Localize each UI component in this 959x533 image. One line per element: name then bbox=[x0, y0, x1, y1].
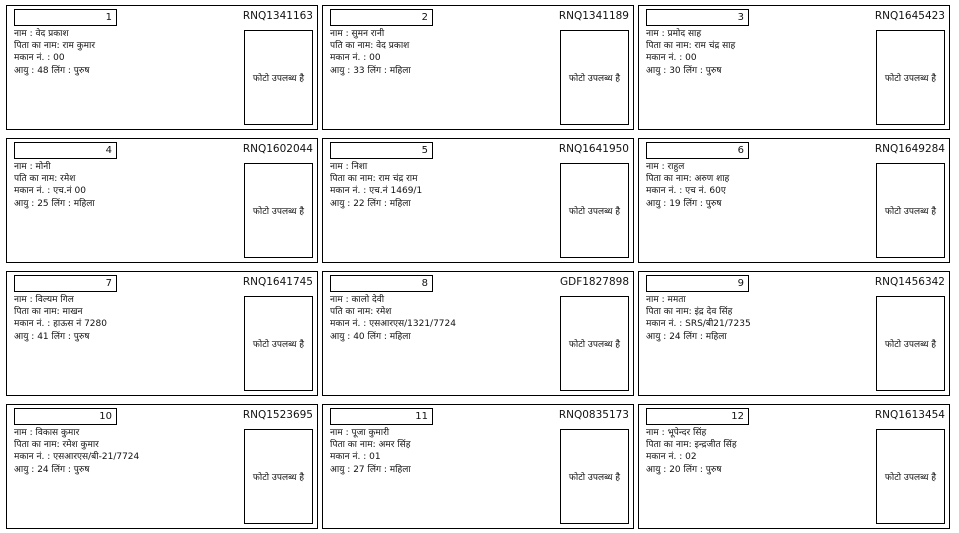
house-number: 00 bbox=[685, 53, 697, 64]
name-line: नाम : ममता bbox=[646, 295, 686, 305]
gender-label: लिंग bbox=[683, 198, 698, 209]
age-value: 19 bbox=[669, 198, 681, 209]
house-number: 02 bbox=[685, 452, 697, 463]
gender-value: महिला bbox=[389, 331, 411, 342]
relation-line: पिता का नाम: राम कुमार bbox=[14, 41, 96, 52]
epic-number: RNQ1645423 bbox=[874, 10, 945, 22]
epic-number: RNQ1649284 bbox=[874, 143, 945, 155]
serial-number: 3 bbox=[646, 9, 749, 26]
house-line: मकान नं. : 01 bbox=[330, 452, 381, 463]
relation-label: पिता का नाम bbox=[14, 307, 57, 318]
relation-label: पति का नाम bbox=[330, 41, 371, 52]
relation-label: पति का नाम bbox=[14, 174, 55, 185]
name-label: नाम bbox=[14, 29, 27, 39]
house-line: मकान नं. : एच.नं 00 bbox=[14, 186, 86, 197]
epic-number: GDF1827898 bbox=[559, 276, 629, 288]
voter-name: भूपेन्दर सिंह bbox=[667, 428, 707, 438]
age-label: आयु bbox=[646, 65, 661, 76]
photo-box: फोटो उपलब्ध है bbox=[876, 429, 945, 524]
age-value: 41 bbox=[37, 331, 49, 342]
voter-card bbox=[6, 271, 318, 396]
gender-label: लिंग bbox=[51, 464, 66, 475]
epic-number: RNQ1456342 bbox=[874, 276, 945, 288]
age-gender-line: आयु : 22 लिंग : महिला bbox=[330, 198, 411, 209]
voter-card bbox=[638, 271, 950, 396]
age-gender-line: आयु : 30 लिंग : पुरुष bbox=[646, 65, 722, 76]
gender-label: लिंग bbox=[367, 198, 382, 209]
photo-box: फोटो उपलब्ध है bbox=[244, 429, 313, 524]
name-label: नाम bbox=[14, 428, 27, 438]
name-label: नाम bbox=[646, 295, 659, 305]
serial-number: 6 bbox=[646, 142, 749, 159]
name-line: नाम : प्रमोद साह bbox=[646, 29, 702, 39]
house-line: मकान नं. : SRS/बी21/7235 bbox=[646, 319, 751, 330]
gender-label: लिंग bbox=[51, 331, 66, 342]
voter-name: राहुल bbox=[667, 162, 685, 172]
serial-number: 9 bbox=[646, 275, 749, 292]
house-number: एच नं. 60ए bbox=[685, 186, 726, 197]
voter-name: ममता bbox=[667, 295, 686, 305]
voter-details bbox=[14, 161, 239, 210]
relation-line: पति का नाम: वेद प्रकाश bbox=[330, 41, 410, 52]
relation-name: रमेश bbox=[376, 307, 392, 318]
age-label: आयु bbox=[646, 198, 661, 209]
relation-line: पति का नाम: रमेश bbox=[330, 307, 392, 318]
voter-card bbox=[322, 5, 634, 130]
age-gender-line: आयु : 48 लिंग : पुरुष bbox=[14, 65, 90, 76]
name-label: नाम bbox=[330, 295, 343, 305]
name-line: नाम : भूपेन्दर सिंह bbox=[646, 428, 707, 438]
voter-details bbox=[330, 427, 555, 476]
gender-label: लिंग bbox=[683, 464, 698, 475]
relation-name: वेद प्रकाश bbox=[376, 41, 410, 52]
voter-name: सुमन रानी bbox=[351, 29, 385, 39]
house-number: एसआरएस/बी-21/7724 bbox=[53, 452, 140, 463]
voter-name: विल्यम गिल bbox=[35, 295, 74, 305]
name-line: नाम : विकास कुमार bbox=[14, 428, 80, 438]
photo-box: फोटो उपलब्ध है bbox=[560, 429, 629, 524]
relation-line: पिता का नाम: इन्द्रजीत सिंह bbox=[646, 440, 737, 451]
name-line: नाम : सुमन रानी bbox=[330, 29, 385, 39]
epic-number: RNQ1523695 bbox=[242, 409, 313, 421]
age-label: आयु bbox=[14, 331, 29, 342]
house-line: मकान नं. : एच.नं 1469/1 bbox=[330, 186, 423, 197]
gender-label: लिंग bbox=[683, 65, 698, 76]
relation-label: पिता का नाम bbox=[646, 307, 689, 318]
age-label: आयु bbox=[646, 331, 661, 342]
voter-details bbox=[14, 427, 239, 476]
relation-label: पिता का नाम bbox=[330, 174, 373, 185]
serial-number: 2 bbox=[330, 9, 433, 26]
name-label: नाम bbox=[646, 428, 659, 438]
house-number: हाऊस नं 7280 bbox=[53, 319, 107, 330]
photo-box: फोटो उपलब्ध है bbox=[244, 296, 313, 391]
voter-details bbox=[330, 294, 555, 343]
gender-label: लिंग bbox=[367, 464, 382, 475]
relation-label: पिता का नाम bbox=[646, 174, 689, 185]
gender-label: लिंग bbox=[51, 65, 66, 76]
house-label: मकान नं. bbox=[330, 53, 361, 64]
house-label: मकान नं. bbox=[330, 319, 361, 330]
voter-card bbox=[638, 5, 950, 130]
relation-label: पिता का नाम bbox=[646, 41, 689, 52]
house-number: एसआरएस/1321/7724 bbox=[369, 319, 456, 330]
relation-label: पिता का नाम bbox=[646, 440, 689, 451]
photo-box: फोटो उपलब्ध है bbox=[560, 30, 629, 125]
age-value: 22 bbox=[353, 198, 365, 209]
voter-card bbox=[6, 138, 318, 263]
gender-value: पुरुष bbox=[73, 331, 90, 342]
relation-name: माखन bbox=[62, 307, 83, 318]
relation-name: अमर सिंह bbox=[378, 440, 411, 451]
relation-label: पिता का नाम bbox=[14, 440, 57, 451]
gender-label: लिंग bbox=[683, 331, 698, 342]
voter-card bbox=[322, 404, 634, 529]
name-label: नाम bbox=[646, 162, 659, 172]
age-value: 20 bbox=[669, 464, 681, 475]
epic-number: RNQ0835173 bbox=[558, 409, 629, 421]
house-label: मकान नं. bbox=[646, 186, 677, 197]
age-value: 48 bbox=[37, 65, 49, 76]
serial-number: 11 bbox=[330, 408, 433, 425]
epic-number: RNQ1613454 bbox=[874, 409, 945, 421]
serial-number: 8 bbox=[330, 275, 433, 292]
photo-box: फोटो उपलब्ध है bbox=[876, 163, 945, 258]
relation-label: पति का नाम bbox=[330, 307, 371, 318]
age-label: आयु bbox=[14, 65, 29, 76]
voter-card bbox=[638, 404, 950, 529]
voter-card bbox=[322, 271, 634, 396]
name-label: नाम bbox=[330, 29, 343, 39]
name-label: नाम bbox=[14, 295, 27, 305]
house-number: 00 bbox=[53, 53, 65, 64]
voter-name: प्रमोद साह bbox=[667, 29, 702, 39]
serial-number: 10 bbox=[14, 408, 117, 425]
voter-name: कालो देवी bbox=[351, 295, 385, 305]
serial-number: 1 bbox=[14, 9, 117, 26]
age-value: 27 bbox=[353, 464, 365, 475]
voter-details bbox=[646, 427, 871, 476]
age-label: आयु bbox=[330, 464, 345, 475]
gender-value: पुरुष bbox=[705, 464, 722, 475]
photo-box: फोटो उपलब्ध है bbox=[244, 163, 313, 258]
house-number: एच.नं 00 bbox=[53, 186, 86, 197]
age-label: आयु bbox=[330, 65, 345, 76]
name-line: नाम : वेद प्रकाश bbox=[14, 29, 69, 39]
gender-value: पुरुष bbox=[73, 65, 90, 76]
relation-name: रमेश bbox=[60, 174, 76, 185]
age-label: आयु bbox=[14, 464, 29, 475]
relation-line: पिता का नाम: रमेश कुमार bbox=[14, 440, 99, 451]
age-label: आयु bbox=[14, 198, 29, 209]
house-label: मकान नं. bbox=[646, 319, 677, 330]
gender-value: महिला bbox=[73, 198, 95, 209]
house-label: मकान नं. bbox=[330, 452, 361, 463]
age-value: 24 bbox=[669, 331, 681, 342]
age-label: आयु bbox=[646, 464, 661, 475]
epic-number: RNQ1341189 bbox=[558, 10, 629, 22]
gender-label: लिंग bbox=[51, 198, 66, 209]
name-label: नाम bbox=[646, 29, 659, 39]
serial-number: 4 bbox=[14, 142, 117, 159]
house-number: 01 bbox=[369, 452, 381, 463]
age-gender-line: आयु : 25 लिंग : महिला bbox=[14, 198, 95, 209]
gender-value: पुरुष bbox=[705, 198, 722, 209]
house-label: मकान नं. bbox=[14, 319, 45, 330]
relation-line: पिता का नाम: अरुण शाह bbox=[646, 174, 730, 185]
house-label: मकान नं. bbox=[646, 53, 677, 64]
name-line: नाम : राहुल bbox=[646, 162, 685, 172]
epic-number: RNQ1602044 bbox=[242, 143, 313, 155]
photo-box: फोटो उपलब्ध है bbox=[244, 30, 313, 125]
relation-line: पिता का नाम: माखन bbox=[14, 307, 83, 318]
relation-name: अरुण शाह bbox=[694, 174, 730, 185]
epic-number: RNQ1341163 bbox=[242, 10, 313, 22]
age-gender-line: आयु : 19 लिंग : पुरुष bbox=[646, 198, 722, 209]
voter-name: मोनी bbox=[35, 162, 51, 172]
house-label: मकान नं. bbox=[14, 452, 45, 463]
house-line: मकान नं. : 00 bbox=[14, 53, 65, 64]
gender-label: लिंग bbox=[367, 65, 382, 76]
age-value: 25 bbox=[37, 198, 49, 209]
relation-name: राम कुमार bbox=[62, 41, 96, 52]
voter-name: निशा bbox=[351, 162, 368, 172]
name-line: नाम : कालो देवी bbox=[330, 295, 385, 305]
photo-box: फोटो उपलब्ध है bbox=[876, 296, 945, 391]
gender-value: पुरुष bbox=[73, 464, 90, 475]
relation-name: राम चंद्र राम bbox=[378, 174, 418, 185]
age-value: 30 bbox=[669, 65, 681, 76]
name-line: नाम : पूजा कुमारी bbox=[330, 428, 390, 438]
voter-card-grid bbox=[6, 5, 950, 529]
voter-card bbox=[6, 5, 318, 130]
gender-label: लिंग bbox=[367, 331, 382, 342]
epic-number: RNQ1641950 bbox=[558, 143, 629, 155]
relation-label: पिता का नाम bbox=[14, 41, 57, 52]
age-value: 40 bbox=[353, 331, 365, 342]
serial-number: 12 bbox=[646, 408, 749, 425]
relation-name: राम चंद्र साह bbox=[694, 41, 736, 52]
voter-name: विकास कुमार bbox=[35, 428, 80, 438]
voter-name: वेद प्रकाश bbox=[35, 29, 69, 39]
house-line: मकान नं. : हाऊस नं 7280 bbox=[14, 319, 107, 330]
photo-box: फोटो उपलब्ध है bbox=[560, 163, 629, 258]
relation-label: पिता का नाम bbox=[330, 440, 373, 451]
voter-details bbox=[14, 28, 239, 77]
gender-value: महिला bbox=[389, 464, 411, 475]
voter-details bbox=[330, 161, 555, 210]
age-gender-line: आयु : 24 लिंग : पुरुष bbox=[14, 464, 90, 475]
voter-card bbox=[322, 138, 634, 263]
photo-box: फोटो उपलब्ध है bbox=[560, 296, 629, 391]
house-line: मकान नं. : 00 bbox=[646, 53, 697, 64]
relation-line: पति का नाम: रमेश bbox=[14, 174, 76, 185]
name-line: नाम : निशा bbox=[330, 162, 368, 172]
relation-name: इंद्र देव सिंह bbox=[694, 307, 733, 318]
age-gender-line: आयु : 40 लिंग : महिला bbox=[330, 331, 411, 342]
age-gender-line: आयु : 27 लिंग : महिला bbox=[330, 464, 411, 475]
house-label: मकान नं. bbox=[646, 452, 677, 463]
house-line: मकान नं. : एसआरएस/1321/7724 bbox=[330, 319, 456, 330]
age-gender-line: आयु : 24 लिंग : महिला bbox=[646, 331, 727, 342]
relation-line: पिता का नाम: राम चंद्र राम bbox=[330, 174, 418, 185]
name-line: नाम : मोनी bbox=[14, 162, 51, 172]
house-label: मकान नं. bbox=[14, 186, 45, 197]
name-label: नाम bbox=[330, 428, 343, 438]
gender-value: महिला bbox=[389, 65, 411, 76]
voter-card bbox=[638, 138, 950, 263]
voter-name: पूजा कुमारी bbox=[351, 428, 390, 438]
house-number: SRS/बी21/7235 bbox=[685, 319, 751, 330]
age-gender-line: आयु : 41 लिंग : पुरुष bbox=[14, 331, 90, 342]
age-label: आयु bbox=[330, 331, 345, 342]
voter-details bbox=[646, 28, 871, 77]
voter-details bbox=[646, 294, 871, 343]
relation-line: पिता का नाम: इंद्र देव सिंह bbox=[646, 307, 733, 318]
serial-number: 5 bbox=[330, 142, 433, 159]
age-gender-line: आयु : 20 लिंग : पुरुष bbox=[646, 464, 722, 475]
name-line: नाम : विल्यम गिल bbox=[14, 295, 74, 305]
voter-details bbox=[14, 294, 239, 343]
house-label: मकान नं. bbox=[14, 53, 45, 64]
name-label: नाम bbox=[14, 162, 27, 172]
epic-number: RNQ1641745 bbox=[242, 276, 313, 288]
age-value: 33 bbox=[353, 65, 365, 76]
age-value: 24 bbox=[37, 464, 49, 475]
gender-value: महिला bbox=[389, 198, 411, 209]
serial-number: 7 bbox=[14, 275, 117, 292]
house-label: मकान नं. bbox=[330, 186, 361, 197]
name-label: नाम bbox=[330, 162, 343, 172]
voter-details bbox=[330, 28, 555, 77]
relation-line: पिता का नाम: राम चंद्र साह bbox=[646, 41, 736, 52]
voter-details bbox=[646, 161, 871, 210]
house-line: मकान नं. : एच नं. 60ए bbox=[646, 186, 726, 197]
house-number: एच.नं 1469/1 bbox=[369, 186, 423, 197]
age-gender-line: आयु : 33 लिंग : महिला bbox=[330, 65, 411, 76]
house-line: मकान नं. : 02 bbox=[646, 452, 697, 463]
voter-card bbox=[6, 404, 318, 529]
house-line: मकान नं. : एसआरएस/बी-21/7724 bbox=[14, 452, 140, 463]
gender-value: पुरुष bbox=[705, 65, 722, 76]
age-label: आयु bbox=[330, 198, 345, 209]
relation-name: रमेश कुमार bbox=[62, 440, 99, 451]
photo-box: फोटो उपलब्ध है bbox=[876, 30, 945, 125]
house-line: मकान नं. : 00 bbox=[330, 53, 381, 64]
relation-name: इन्द्रजीत सिंह bbox=[694, 440, 737, 451]
house-number: 00 bbox=[369, 53, 381, 64]
gender-value: महिला bbox=[705, 331, 727, 342]
relation-line: पिता का नाम: अमर सिंह bbox=[330, 440, 411, 451]
